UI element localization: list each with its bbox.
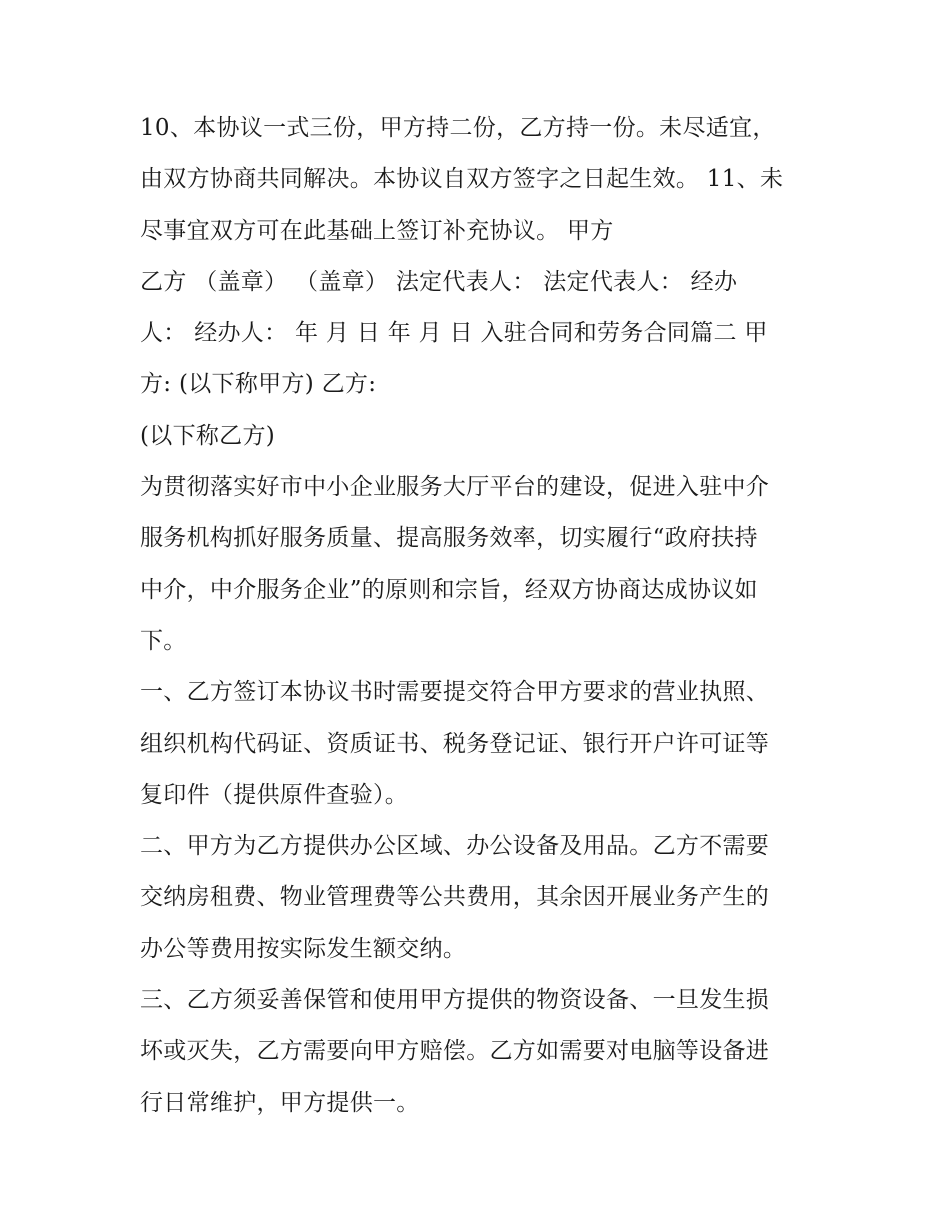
document-body — [140, 103, 830, 1129]
text-line: 由双方协商共同解决。本协议自双方签字之日起生效。 11、未 — [140, 166, 784, 193]
text-line: 坏或灭失，乙方需要向甲方赔偿。乙方如需要对电脑等设备进 — [140, 1038, 770, 1065]
text-line: 一、乙方签订本协议书时需要提交符合甲方要求的营业执照、 — [140, 679, 770, 706]
text-line: 复印件（提供原件查验）。 — [140, 781, 409, 808]
text-line: 中介，中介服务企业”的原则和宗旨，经双方协商达成协议如 — [140, 576, 758, 603]
text-line: 乙方 （盖章） （盖章） 法定代表人： 法定代表人： 经办 — [140, 268, 738, 295]
text-line: 尽事宜双方可在此基础上签订补充协议。 甲方 — [140, 217, 614, 244]
text-line: 交纳房租费、物业管理费等公共费用，其余因开展业务产生的 — [140, 884, 770, 911]
text-line: 方: (以下称甲方) 乙方: — [140, 371, 377, 398]
text-line: 二、甲方为乙方提供办公区域、办公设备及用品。乙方不需要 — [140, 833, 770, 860]
text-line: (以下称乙方) — [140, 422, 276, 449]
text-line: 行日常维护，甲方提供一。 — [140, 1089, 420, 1116]
text-line: 人： 经办人： 年 月 日 年 月 日 入驻合同和劳务合同篇二 甲 — [140, 320, 768, 347]
text-line: 组织机构代码证、资质证书、税务登记证、银行开户许可证等 — [140, 730, 770, 757]
text-line: 服务机构抓好服务质量、提高服务效率，切实履行“政府扶持 — [140, 525, 758, 552]
text-line: 下。 — [140, 627, 187, 654]
text-line: 10、本协议一式三份，甲方持二份，乙方持一份。未尽适宜， — [140, 115, 776, 141]
text-line: 办公等费用按实际发生额交纳。 — [140, 935, 467, 962]
text-line: 三、乙方须妥善保管和使用甲方提供的物资设备、一旦发生损 — [140, 987, 770, 1014]
text-line: 为贯彻落实好市中小企业服务大厅平台的建设，促进入驻中介 — [140, 474, 770, 501]
